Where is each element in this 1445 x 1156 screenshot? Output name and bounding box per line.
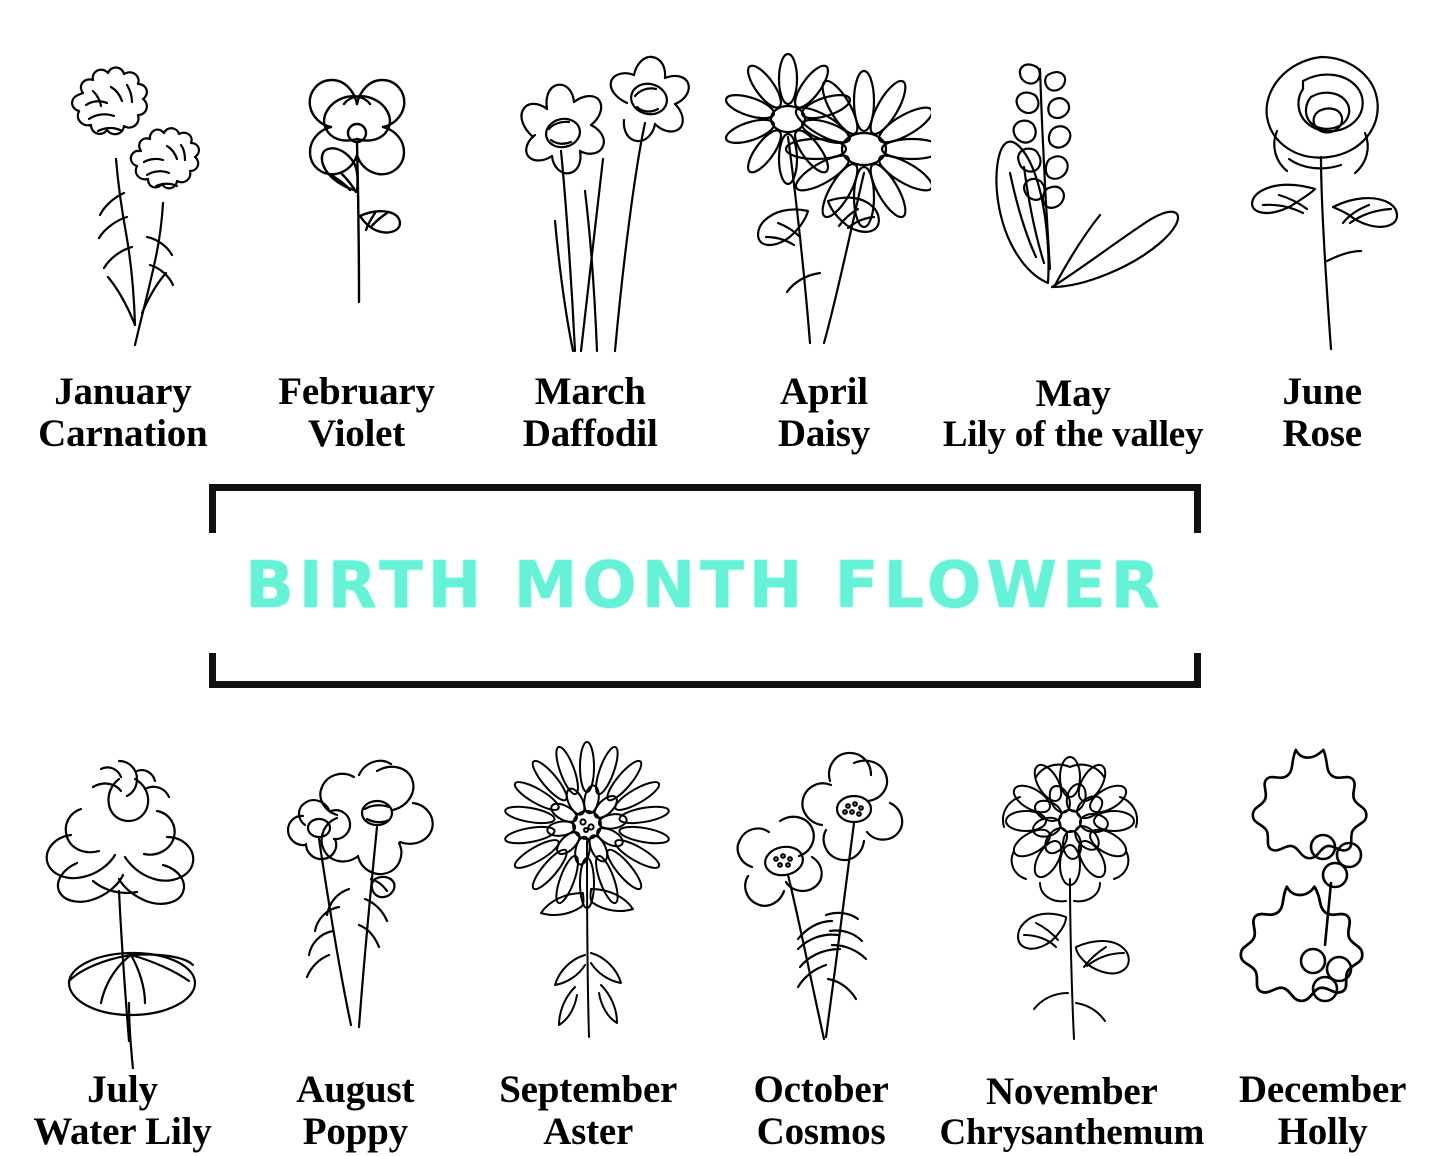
month-card-february xyxy=(240,0,474,460)
daffodil-flower-icon xyxy=(475,0,705,371)
lily-of-the-valley-flower-icon xyxy=(943,0,1204,373)
flower-name: Lily of the valley xyxy=(942,413,1204,455)
flower-name: Water Lily xyxy=(33,1109,212,1153)
month-card-december xyxy=(1206,700,1439,1156)
month-label-october xyxy=(754,1069,889,1156)
aster-flower-icon xyxy=(474,700,703,1069)
daisy-flower-icon xyxy=(709,0,939,371)
flower-name: Rose xyxy=(1282,411,1362,455)
month-card-july xyxy=(6,700,239,1156)
water-lily-flower-icon xyxy=(8,700,237,1069)
month-card-october xyxy=(705,700,938,1156)
month-card-november xyxy=(938,700,1207,1156)
month-name: March xyxy=(534,370,646,414)
month-card-august xyxy=(239,700,472,1156)
month-name: July xyxy=(87,1068,158,1112)
month-label-november xyxy=(940,1071,1205,1156)
month-name: June xyxy=(1282,370,1362,414)
title-banner xyxy=(209,484,1201,688)
month-name: November xyxy=(985,1070,1158,1114)
month-card-september xyxy=(472,700,705,1156)
holly-plant-icon xyxy=(1208,700,1437,1069)
violet-flower-icon xyxy=(242,0,472,371)
month-card-april xyxy=(707,0,941,460)
flower-name: Aster xyxy=(543,1109,634,1153)
month-label-december xyxy=(1239,1069,1406,1156)
month-card-march xyxy=(473,0,707,460)
month-name: May xyxy=(1035,372,1111,416)
month-name: January xyxy=(54,370,192,414)
flower-name: Violet xyxy=(308,411,406,455)
month-label-may xyxy=(943,373,1204,460)
flower-name: Daisy xyxy=(777,411,871,455)
flower-name: Cosmos xyxy=(756,1109,886,1153)
month-name: September xyxy=(499,1068,678,1112)
flower-name: Carnation xyxy=(38,411,208,455)
month-label-march xyxy=(523,371,658,460)
month-label-february xyxy=(278,371,435,460)
poppy-flower-icon xyxy=(241,700,470,1069)
month-label-august xyxy=(296,1069,414,1156)
month-label-september xyxy=(499,1069,677,1156)
rose-flower-icon xyxy=(1207,0,1437,371)
month-label-january xyxy=(38,371,207,460)
flower-name: Holly xyxy=(1277,1109,1368,1153)
chrysanthemum-flower-icon xyxy=(940,700,1205,1071)
months-row-first-half xyxy=(0,0,1445,460)
month-card-may xyxy=(941,0,1206,460)
month-label-june xyxy=(1282,371,1361,460)
month-card-january xyxy=(6,0,240,460)
flower-name: Poppy xyxy=(302,1109,408,1153)
page-title: BIRTH MONTH FLOWER xyxy=(245,549,1165,623)
flower-name: Chrysanthemum xyxy=(939,1111,1205,1153)
month-name: April xyxy=(780,370,868,414)
month-label-april xyxy=(778,371,870,460)
month-label-july xyxy=(33,1069,211,1156)
months-row-second-half xyxy=(0,700,1445,1156)
month-name: October xyxy=(753,1068,889,1112)
month-name: February xyxy=(278,370,435,414)
cosmos-flower-icon xyxy=(707,700,936,1069)
month-name: August xyxy=(296,1068,415,1112)
month-card-june xyxy=(1205,0,1439,460)
carnation-flower-icon xyxy=(8,0,238,371)
flower-name: Daffodil xyxy=(522,411,658,455)
month-name: December xyxy=(1238,1068,1407,1112)
